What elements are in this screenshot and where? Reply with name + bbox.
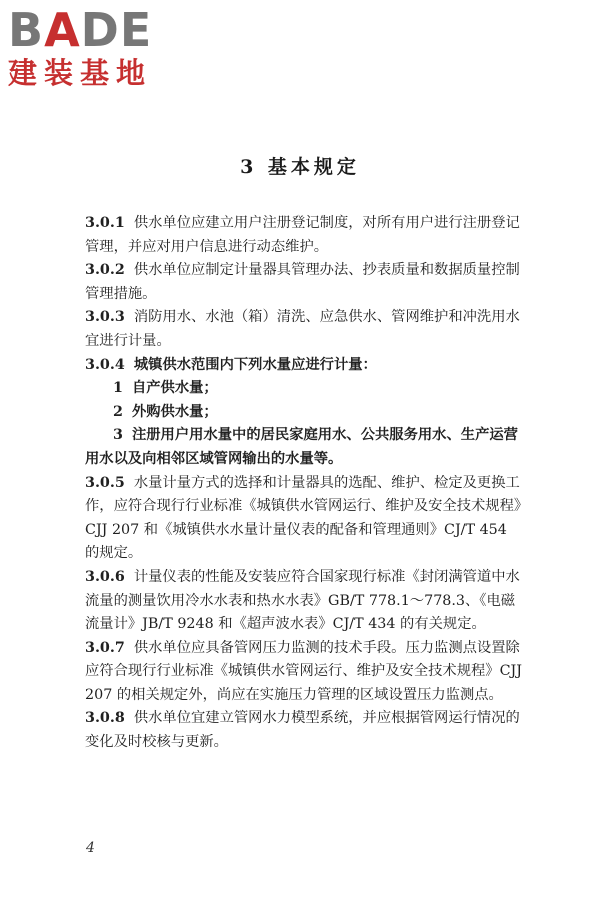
- item-text: 注册用户用水量中的居民家庭用水、公共服务用水、生产运营用水以及向相邻区域管网输出的水量等。: [85, 427, 518, 467]
- clause-number: 3.0.2: [85, 262, 125, 279]
- item-text: 外购供水量；: [131, 403, 218, 420]
- clause-3-0-5: [85, 472, 525, 566]
- clause-text: 计量仪表的性能及安装应符合国家现行标准《封闭满管道中水流量的测量饮用冷水水表和热水水表》GB/T 778.1～778.3、《电磁流量计》JB/T 9248 和《超声波水表》CJ/T 434 的有关规定。: [85, 568, 520, 633]
- clause-number: 3.0.6: [85, 568, 125, 585]
- clause-number: 3.0.7: [85, 639, 125, 656]
- logo-accent-letter: A: [44, 3, 81, 57]
- clause-number: 3.0.3: [85, 309, 125, 326]
- chapter-title: 3 基本规定: [240, 156, 360, 178]
- clause-number: 3.0.5: [85, 474, 125, 491]
- document-body: [85, 212, 525, 755]
- clause-text: 水量计量方式的选择和计量器具的选配、维护、检定及更换工作，应符合现行行业标准《城镇供水管网运行、维护及安全技术规程》CJJ 207 和《城镇供水水量计量仪表的配备和管理通则》CJ/T 454 的规定。: [85, 474, 522, 562]
- clause-3-0-4: [85, 354, 525, 378]
- clause-text: 城镇供水范围内下列水量应进行计量：: [133, 356, 377, 373]
- clause-number: 3.0.8: [85, 710, 125, 727]
- clause-3-0-7: [85, 637, 525, 708]
- logo-wordmark: BADE: [8, 3, 153, 57]
- item-number: 2: [113, 403, 123, 420]
- clause-text: 供水单位应建立用户注册登记制度，对所有用户进行注册登记管理，并应对用户信息进行动态维护。: [85, 215, 520, 255]
- clause-3-0-4-item-1: [85, 377, 525, 401]
- clause-text: 供水单位应具备管网压力监测的技术手段。压力监测点设置除应符合现行行业标准《城镇供水管网运行、维护及安全技术规程》CJJ 207 的相关规定外，尚应在实施压力管理的区域设置压力监测点。: [85, 639, 523, 703]
- logo-chinese-text: 建装基地: [8, 56, 153, 90]
- clause-number: 3.0.4: [85, 356, 125, 373]
- clause-number: 3.0.1: [85, 215, 125, 231]
- clause-text: 消防用水、水池（箱）清洗、应急供水、管网维护和冲洗用水宜进行计量。: [85, 309, 520, 349]
- clause-3-0-2: [85, 259, 525, 306]
- item-number: 1: [113, 380, 123, 397]
- page-number: 4: [86, 840, 95, 856]
- clause-3-0-8: [85, 707, 525, 754]
- clause-3-0-3: [85, 306, 525, 353]
- clause-text: 供水单位应制定计量器具管理办法、抄表质量和数据质量控制管理措施。: [85, 262, 520, 302]
- clause-3-0-6: [85, 566, 525, 637]
- clause-3-0-4-item-2: [85, 401, 525, 425]
- item-number: 3: [113, 427, 123, 444]
- clause-3-0-1: [85, 212, 525, 259]
- clause-text: 供水单位宜建立管网水力模型系统，并应根据管网运行情况的变化及时校核与更新。: [85, 710, 520, 751]
- item-text: 自产供水量；: [131, 380, 218, 397]
- clause-3-0-4-item-3: [85, 424, 525, 471]
- bade-logo: [8, 3, 178, 90]
